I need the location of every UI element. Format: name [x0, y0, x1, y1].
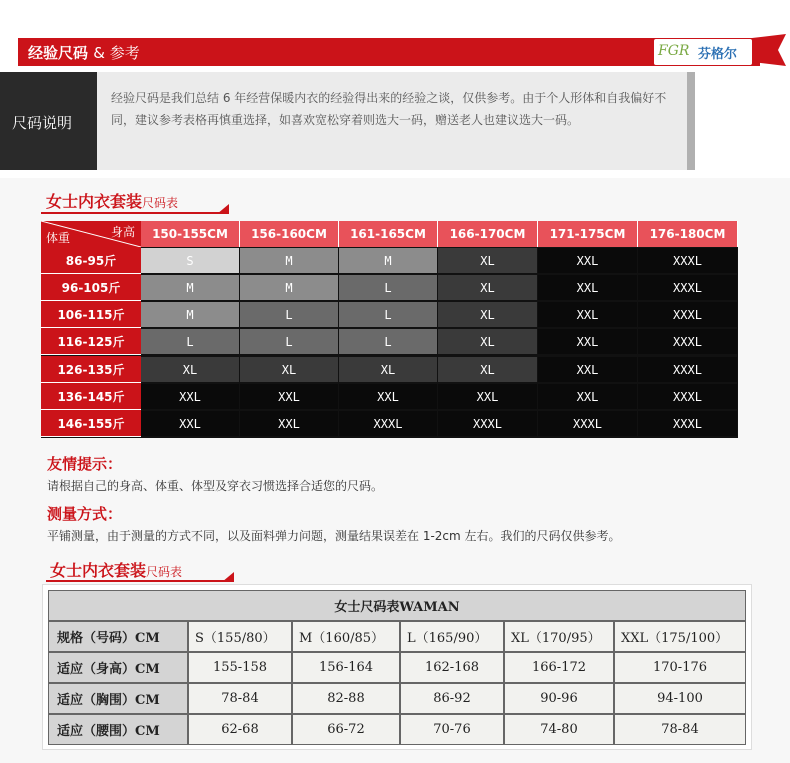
- friendly-tip-text: 请根据自己的身高、体重、体型及穿衣习惯选择合适您的尺码。: [47, 479, 384, 493]
- grid-size-cell: XXXL: [339, 411, 437, 436]
- intro-text-box: [97, 72, 687, 170]
- size-table-cell: 90-96: [504, 683, 614, 714]
- grid-size-cell: L: [339, 329, 437, 354]
- size-table-row-label: 规格（号码）CM: [48, 621, 188, 652]
- size-table-cell: 86-92: [400, 683, 504, 714]
- size-table-cell: 74-80: [504, 714, 614, 745]
- grid-size-cell: XL: [339, 357, 437, 382]
- grid-size-cell: S: [141, 248, 239, 273]
- size-table-cell: L（165/90）: [400, 621, 504, 652]
- grid-size-cell: XXXL: [638, 248, 737, 273]
- grid-size-cell: M: [240, 248, 338, 273]
- grid-size-cell: L: [339, 302, 437, 327]
- intro-text: 经验尺码是我们总结 6 年经营保暖内衣的经验得出来的经验之谈，仅供参考。由于个人形体和自我偏好不同，建议参考表格再慎重选择，如喜欢宽松穿着则选大一码，赠送老人也建议选大一码。: [111, 91, 667, 127]
- size-table-cell: 162-168: [400, 652, 504, 683]
- grid-row-header: 116-125斤: [41, 328, 141, 355]
- grid-size-cell: XXXL: [638, 411, 737, 436]
- grid-size-cell: XXXL: [638, 384, 737, 409]
- grid-size-cell: M: [141, 302, 239, 327]
- grid-size-cell: L: [240, 329, 338, 354]
- grid-size-cell: M: [141, 275, 239, 300]
- grid-column-header: 150-155CM: [141, 221, 240, 247]
- grid-size-cell: XXXL: [638, 275, 737, 300]
- grid-size-cell: XXL: [339, 384, 437, 409]
- measure-tip-text: 平铺测量，由于测量的方式不同，以及面料弹力问题，测量结果误差在 1-2cm 左右。我们的尺码仅供参考。: [47, 529, 621, 543]
- grid-column-header: 161-165CM: [339, 221, 438, 247]
- grid-size-cell: XXL: [141, 411, 239, 436]
- section1-title: 女士内衣套装尺码表: [46, 192, 179, 211]
- grid-size-cell: XXL: [240, 384, 338, 409]
- grid-size-cell: XXL: [240, 411, 338, 436]
- grid-column-header: 156-160CM: [240, 221, 339, 247]
- size-table-cell: 62-68: [188, 714, 292, 745]
- size-table-cell: XXL（175/100）: [614, 621, 746, 652]
- ribbon-icon: [752, 34, 786, 66]
- size-table-row-label: 适应（身高）CM: [48, 652, 188, 683]
- grid-size-cell: XXL: [538, 275, 637, 300]
- grid-size-cell: XXXL: [638, 357, 737, 382]
- grid-size-cell: M: [339, 248, 437, 273]
- section1-underline-tip: [217, 204, 229, 214]
- size-table-cell: 156-164: [292, 652, 400, 683]
- section-header-bar: [18, 38, 760, 66]
- size-table-cell: 78-84: [614, 714, 746, 745]
- brand-logo: FGR 芬格尔: [654, 39, 752, 65]
- section2-title: 女士内衣套装尺码表: [50, 561, 183, 580]
- grid-column-header: 171-175CM: [538, 221, 638, 247]
- grid-size-cell: XXL: [538, 329, 637, 354]
- intro-edge: [687, 72, 695, 170]
- grid-column-header: 166-170CM: [438, 221, 538, 247]
- grid-size-cell: XL: [240, 357, 338, 382]
- friendly-tip-title: 友情提示：: [47, 455, 123, 473]
- grid-size-cell: XL: [141, 357, 239, 382]
- section2-underline: [46, 580, 228, 582]
- grid-row-header: 86-95斤: [41, 247, 141, 274]
- size-table: [48, 590, 746, 744]
- grid-row-header: 146-155斤: [41, 410, 141, 437]
- grid-size-cell: XXXL: [638, 302, 737, 327]
- size-table-cell: XL（170/95）: [504, 621, 614, 652]
- grid-size-cell: XXXL: [638, 329, 737, 354]
- grid-row-header: 136-145斤: [41, 383, 141, 410]
- grid-size-cell: XL: [438, 329, 537, 354]
- grid-size-cell: XXXL: [538, 411, 637, 436]
- size-grid: [41, 221, 738, 438]
- grid-size-cell: L: [339, 275, 437, 300]
- size-table-cell: M（160/85）: [292, 621, 400, 652]
- intro-label: 尺码说明: [12, 114, 73, 132]
- grid-size-cell: L: [141, 329, 239, 354]
- grid-size-cell: XXL: [538, 357, 637, 382]
- size-table-cell: 78-84: [188, 683, 292, 714]
- size-table-cell: 94-100: [614, 683, 746, 714]
- grid-corner: 体重 身高: [41, 221, 141, 247]
- grid-size-cell: L: [240, 302, 338, 327]
- size-table-cell: 170-176: [614, 652, 746, 683]
- grid-size-cell: XL: [438, 248, 537, 273]
- section2-underline-tip: [222, 572, 234, 582]
- section1-underline: [41, 212, 223, 214]
- grid-size-cell: XXL: [141, 384, 239, 409]
- size-table-row-label: 适应（胸围）CM: [48, 683, 188, 714]
- size-table-row-label: 适应（腰围）CM: [48, 714, 188, 745]
- grid-row-header: 106-115斤: [41, 301, 141, 328]
- section-header-title: 经验尺码 & 参考: [28, 44, 140, 62]
- grid-size-cell: XXL: [538, 302, 637, 327]
- grid-row-header: 96-105斤: [41, 274, 141, 301]
- size-table-cell: 155-158: [188, 652, 292, 683]
- grid-size-cell: M: [240, 275, 338, 300]
- size-table-cell: 66-72: [292, 714, 400, 745]
- size-table-cell: 70-76: [400, 714, 504, 745]
- grid-size-cell: XL: [438, 275, 537, 300]
- grid-size-cell: XL: [438, 357, 537, 382]
- grid-size-cell: XXL: [438, 384, 537, 409]
- grid-size-cell: XXL: [538, 384, 637, 409]
- intro-label-box: [0, 72, 97, 170]
- grid-row-header: 126-135斤: [41, 356, 141, 383]
- grid-size-cell: XXL: [538, 248, 637, 273]
- size-table-cell: 166-172: [504, 652, 614, 683]
- grid-column-header: 176-180CM: [638, 221, 738, 247]
- size-table-cell: S（155/80）: [188, 621, 292, 652]
- grid-size-cell: XL: [438, 302, 537, 327]
- size-table-title: 女士尺码表WAMAN: [48, 590, 746, 621]
- grid-size-cell: XXXL: [438, 411, 537, 436]
- measure-tip-title: 测量方式：: [47, 505, 123, 523]
- size-table-cell: 82-88: [292, 683, 400, 714]
